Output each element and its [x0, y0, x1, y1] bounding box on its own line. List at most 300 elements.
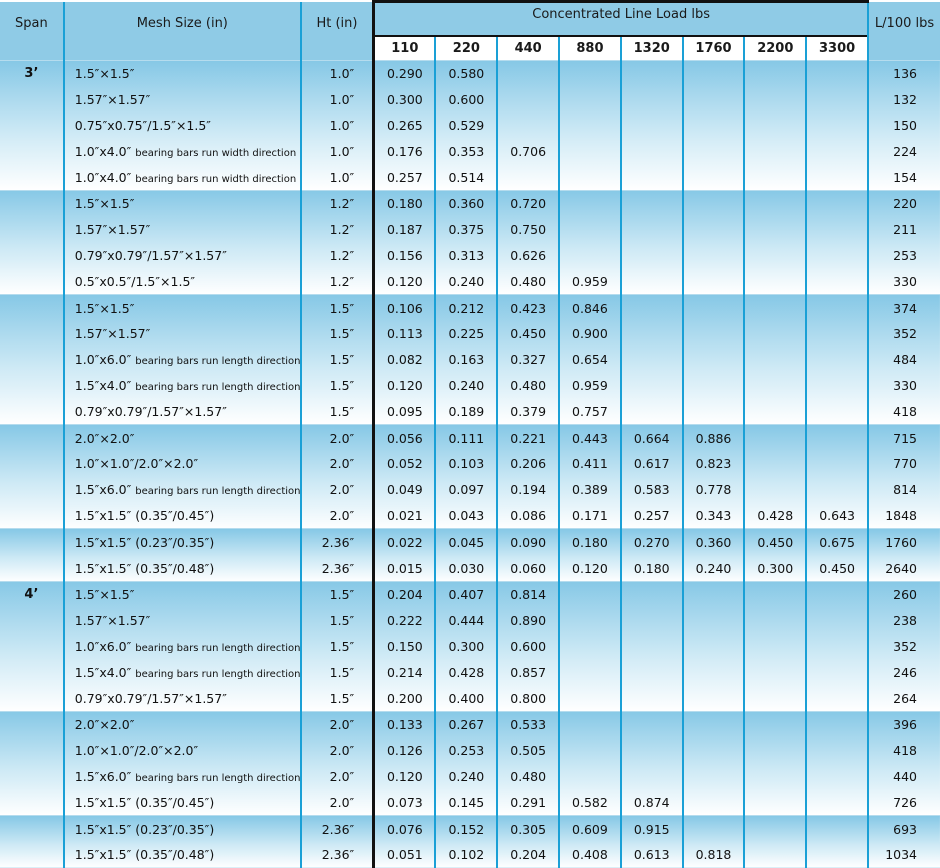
- span-cell: [0, 711, 64, 737]
- load-value-cell: [683, 164, 745, 190]
- table-row: [0, 451, 940, 477]
- table-row: [0, 738, 940, 764]
- table-row: [0, 138, 940, 164]
- load-value-cell: 0.120: [374, 764, 436, 790]
- load-value-cell: 0.103: [435, 451, 497, 477]
- load-value-cell: 0.097: [435, 477, 497, 503]
- load-value-cell: 0.189: [435, 398, 497, 424]
- load-value-cell: 0.082: [374, 347, 436, 373]
- load-value-cell: [744, 425, 806, 451]
- height-cell: 2.0″: [301, 477, 374, 503]
- mesh-size-cell: [64, 659, 301, 685]
- header-l100: L/100 lbs: [868, 2, 940, 61]
- load-value-cell: 0.145: [435, 789, 497, 815]
- load-value-cell: [806, 321, 868, 347]
- load-value-cell: [683, 608, 745, 634]
- span-cell: [0, 113, 64, 139]
- load-value-cell: [806, 738, 868, 764]
- span-cell: [0, 138, 64, 164]
- span-cell: [0, 816, 64, 842]
- load-value-cell: [621, 295, 683, 321]
- table-row: [0, 373, 940, 399]
- mesh-size-value: 0.5″x0.5″/1.5″×1.5″: [74, 273, 196, 289]
- mesh-size-cell: [64, 451, 301, 477]
- height-cell: 2.36″: [301, 555, 374, 581]
- load-value-cell: [806, 190, 868, 216]
- load-value-cell: 0.428: [744, 503, 806, 529]
- table-row: [0, 268, 940, 294]
- load-value-cell: [744, 347, 806, 373]
- load-value-cell: [621, 321, 683, 347]
- load-value-cell: [621, 190, 683, 216]
- mesh-size-value: 0.75″x0.75″/1.5″×1.5″: [74, 117, 211, 133]
- load-value-cell: 0.675: [806, 529, 868, 555]
- load-value-cell: 0.408: [559, 842, 621, 868]
- bearing-bar-note: bearing bars run length direction: [135, 356, 301, 368]
- span-cell: [0, 268, 64, 294]
- load-value-cell: 0.222: [374, 608, 436, 634]
- row-group: [0, 711, 940, 815]
- mesh-size-cell: [64, 608, 301, 634]
- load-value-cell: 0.643: [806, 503, 868, 529]
- load-value-cell: [683, 816, 745, 842]
- load-value-cell: 0.240: [435, 268, 497, 294]
- load-value-cell: 0.874: [621, 789, 683, 815]
- height-cell: 1.5″: [301, 581, 374, 607]
- span-cell: [0, 87, 64, 113]
- header-load-880: 880: [559, 36, 621, 61]
- load-value-cell: 0.156: [374, 243, 436, 269]
- l100-cell: 150: [868, 113, 940, 139]
- height-cell: 1.0″: [301, 87, 374, 113]
- mesh-size-value: 1.5″×1.5″: [74, 66, 135, 82]
- l100-cell: 352: [868, 634, 940, 660]
- height-cell: 1.5″: [301, 295, 374, 321]
- height-cell: 2.36″: [301, 816, 374, 842]
- mesh-size-cell: [64, 685, 301, 711]
- table-row: [0, 789, 940, 815]
- load-value-cell: [559, 764, 621, 790]
- load-value-cell: 0.428: [435, 659, 497, 685]
- load-value-cell: [683, 138, 745, 164]
- load-value-cell: [621, 268, 683, 294]
- load-value-cell: 0.049: [374, 477, 436, 503]
- table-row: [0, 608, 940, 634]
- mesh-size-cell: [64, 190, 301, 216]
- load-value-cell: 0.052: [374, 451, 436, 477]
- load-value-cell: 0.120: [374, 373, 436, 399]
- load-value-cell: [559, 659, 621, 685]
- span-cell: [0, 321, 64, 347]
- height-cell: 1.2″: [301, 243, 374, 269]
- load-value-cell: [806, 217, 868, 243]
- load-value-cell: 0.778: [683, 477, 745, 503]
- load-value-cell: [744, 295, 806, 321]
- load-value-cell: 0.030: [435, 555, 497, 581]
- table-row: [0, 711, 940, 737]
- load-value-cell: 0.305: [497, 816, 559, 842]
- header-load-2200: 2200: [744, 36, 806, 61]
- load-value-cell: [621, 61, 683, 87]
- span-cell: [0, 477, 64, 503]
- mesh-size-value: 1.5″×1.5″: [74, 196, 135, 212]
- l100-cell: 440: [868, 764, 940, 790]
- mesh-size-value: 1.57″×1.57″: [74, 92, 151, 108]
- load-value-cell: [683, 190, 745, 216]
- load-value-cell: 0.022: [374, 529, 436, 555]
- row-group: [0, 190, 940, 294]
- mesh-size-cell: [64, 164, 301, 190]
- load-value-cell: 0.443: [559, 425, 621, 451]
- l100-cell: 715: [868, 425, 940, 451]
- load-value-cell: 0.240: [435, 764, 497, 790]
- load-value-cell: [744, 685, 806, 711]
- load-value-cell: [559, 581, 621, 607]
- load-value-cell: [621, 581, 683, 607]
- height-cell: 2.36″: [301, 842, 374, 868]
- load-value-cell: 0.056: [374, 425, 436, 451]
- load-value-cell: 0.051: [374, 842, 436, 868]
- load-value-cell: [621, 685, 683, 711]
- load-value-cell: 0.343: [683, 503, 745, 529]
- load-value-cell: [683, 738, 745, 764]
- load-value-cell: 0.133: [374, 711, 436, 737]
- mesh-size-value: 1.5″x1.5″ (0.23″/0.35″): [74, 534, 215, 550]
- load-value-cell: [683, 581, 745, 607]
- mesh-size-cell: [64, 268, 301, 294]
- load-value-cell: [621, 738, 683, 764]
- table-row: [0, 295, 940, 321]
- l100-cell: 220: [868, 190, 940, 216]
- mesh-size-cell: [64, 295, 301, 321]
- load-value-cell: 0.959: [559, 373, 621, 399]
- load-value-cell: 0.505: [497, 738, 559, 764]
- load-value-cell: 0.300: [744, 555, 806, 581]
- mesh-size-cell: [64, 113, 301, 139]
- bearing-bar-note: bearing bars run length direction: [135, 772, 301, 784]
- mesh-size-cell: [64, 321, 301, 347]
- load-value-cell: [806, 477, 868, 503]
- load-value-cell: 0.613: [621, 842, 683, 868]
- load-value-cell: 0.095: [374, 398, 436, 424]
- load-value-cell: 0.126: [374, 738, 436, 764]
- load-value-cell: [621, 659, 683, 685]
- load-value-cell: [683, 789, 745, 815]
- load-value-cell: 0.045: [435, 529, 497, 555]
- load-value-cell: 0.664: [621, 425, 683, 451]
- l100-cell: 154: [868, 164, 940, 190]
- load-value-cell: 0.818: [683, 842, 745, 868]
- load-value-cell: 0.221: [497, 425, 559, 451]
- load-value-cell: 0.206: [497, 451, 559, 477]
- load-value-cell: [559, 113, 621, 139]
- mesh-size-value: 1.5″x1.5″ (0.35″/0.45″): [74, 794, 215, 810]
- load-value-cell: 0.450: [806, 555, 868, 581]
- load-value-cell: 0.375: [435, 217, 497, 243]
- mesh-size-value: 1.57″×1.57″: [74, 222, 151, 238]
- load-value-cell: 0.043: [435, 503, 497, 529]
- row-group: [0, 295, 940, 425]
- load-value-cell: 0.529: [435, 113, 497, 139]
- load-value-cell: 0.720: [497, 190, 559, 216]
- load-value-cell: [806, 816, 868, 842]
- mesh-size-value: 1.0″x4.0″: [74, 143, 132, 159]
- load-value-cell: 0.313: [435, 243, 497, 269]
- load-value-cell: [744, 373, 806, 399]
- height-cell: 1.5″: [301, 659, 374, 685]
- load-value-cell: 0.204: [374, 581, 436, 607]
- load-value-cell: 0.152: [435, 816, 497, 842]
- mesh-size-value: 1.57″×1.57″: [74, 613, 151, 629]
- height-cell: 2.0″: [301, 451, 374, 477]
- load-value-cell: [744, 217, 806, 243]
- load-value-cell: 0.480: [497, 764, 559, 790]
- load-value-cell: [806, 373, 868, 399]
- load-value-cell: [744, 608, 806, 634]
- header-concentrated-line-load: Concentrated Line Load lbs: [374, 2, 868, 37]
- load-value-cell: 0.450: [497, 321, 559, 347]
- load-value-cell: [621, 138, 683, 164]
- load-value-cell: [559, 138, 621, 164]
- load-value-cell: [683, 347, 745, 373]
- load-value-cell: [744, 789, 806, 815]
- mesh-size-value: 1.0″x6.0″: [74, 352, 132, 368]
- mesh-size-cell: [64, 738, 301, 764]
- load-value-cell: 0.180: [559, 529, 621, 555]
- height-cell: 1.2″: [301, 268, 374, 294]
- mesh-size-cell: [64, 816, 301, 842]
- l100-cell: 770: [868, 451, 940, 477]
- load-value-cell: 0.444: [435, 608, 497, 634]
- height-cell: 1.5″: [301, 685, 374, 711]
- l100-cell: 352: [868, 321, 940, 347]
- mesh-size-cell: [64, 764, 301, 790]
- load-value-cell: [621, 373, 683, 399]
- load-value-cell: 0.176: [374, 138, 436, 164]
- load-value-cell: [806, 685, 868, 711]
- header-load-220: 220: [435, 36, 497, 61]
- mesh-size-value: 1.5″x1.5″ (0.35″/0.48″): [74, 847, 215, 863]
- table-row: [0, 217, 940, 243]
- load-value-cell: 0.890: [497, 608, 559, 634]
- load-value-cell: [806, 451, 868, 477]
- l100-cell: 260: [868, 581, 940, 607]
- header-load-1320: 1320: [621, 36, 683, 61]
- mesh-size-value: 1.5″x1.5″ (0.35″/0.45″): [74, 507, 215, 523]
- bearing-bar-note: bearing bars run width direction: [135, 147, 297, 159]
- load-value-cell: [683, 321, 745, 347]
- load-value-cell: 0.617: [621, 451, 683, 477]
- load-value-cell: [683, 243, 745, 269]
- height-cell: 2.0″: [301, 764, 374, 790]
- l100-cell: 330: [868, 268, 940, 294]
- load-value-cell: [559, 164, 621, 190]
- load-value-cell: [806, 61, 868, 87]
- load-value-cell: 0.290: [374, 61, 436, 87]
- table-row: [0, 190, 940, 216]
- load-value-cell: [621, 243, 683, 269]
- load-value-cell: 0.086: [497, 503, 559, 529]
- load-value-cell: [683, 685, 745, 711]
- height-cell: 2.0″: [301, 711, 374, 737]
- mesh-size-cell: [64, 373, 301, 399]
- mesh-size-value: 0.79″x0.79″/1.57″×1.57″: [74, 403, 227, 419]
- load-value-cell: 0.814: [497, 581, 559, 607]
- load-value-cell: 0.120: [559, 555, 621, 581]
- load-value-cell: [559, 634, 621, 660]
- load-value-cell: [683, 87, 745, 113]
- mesh-size-value: 1.0″x4.0″: [74, 169, 132, 185]
- span-cell: [0, 398, 64, 424]
- load-value-cell: 0.915: [621, 816, 683, 842]
- load-value-cell: 0.706: [497, 138, 559, 164]
- l100-cell: 1034: [868, 842, 940, 868]
- height-cell: 1.5″: [301, 634, 374, 660]
- load-value-cell: 0.300: [374, 87, 436, 113]
- load-value-cell: [806, 764, 868, 790]
- height-cell: 2.0″: [301, 738, 374, 764]
- load-value-cell: [806, 711, 868, 737]
- load-value-cell: [683, 61, 745, 87]
- load-value-cell: 0.407: [435, 581, 497, 607]
- table-row: [0, 555, 940, 581]
- l100-cell: 726: [868, 789, 940, 815]
- mesh-size-value: 1.5″x1.5″ (0.23″/0.35″): [74, 821, 215, 837]
- load-value-cell: 0.600: [497, 634, 559, 660]
- load-value-cell: [744, 138, 806, 164]
- mesh-size-cell: [64, 503, 301, 529]
- load-value-cell: 0.253: [435, 738, 497, 764]
- load-value-cell: 0.163: [435, 347, 497, 373]
- load-value-cell: 0.021: [374, 503, 436, 529]
- load-value-cell: 0.180: [374, 190, 436, 216]
- span-cell: [0, 451, 64, 477]
- load-value-cell: [621, 347, 683, 373]
- table-header: [0, 2, 940, 61]
- load-value-cell: [559, 243, 621, 269]
- mesh-size-cell: [64, 529, 301, 555]
- l100-cell: 238: [868, 608, 940, 634]
- load-value-cell: [806, 347, 868, 373]
- load-value-cell: [497, 61, 559, 87]
- load-value-cell: [744, 842, 806, 868]
- mesh-size-cell: [64, 398, 301, 424]
- load-value-cell: [497, 87, 559, 113]
- height-cell: 1.5″: [301, 373, 374, 399]
- load-value-cell: [744, 61, 806, 87]
- mesh-size-value: 2.0″×2.0″: [74, 717, 135, 733]
- height-cell: 1.2″: [301, 190, 374, 216]
- l100-cell: 418: [868, 398, 940, 424]
- mesh-size-cell: [64, 347, 301, 373]
- l100-cell: 330: [868, 373, 940, 399]
- load-value-cell: 0.353: [435, 138, 497, 164]
- header-mesh-size: Mesh Size (in): [64, 2, 301, 61]
- load-value-cell: [744, 816, 806, 842]
- load-value-cell: [621, 608, 683, 634]
- mesh-size-cell: [64, 425, 301, 451]
- load-value-cell: 0.900: [559, 321, 621, 347]
- load-value-cell: [806, 295, 868, 321]
- load-value-cell: [559, 61, 621, 87]
- load-value-cell: [744, 711, 806, 737]
- load-value-cell: 0.187: [374, 217, 436, 243]
- mesh-size-value: 1.5″x1.5″ (0.35″/0.48″): [74, 560, 215, 576]
- mesh-size-cell: [64, 138, 301, 164]
- span-cell: [0, 555, 64, 581]
- table-row: [0, 659, 940, 685]
- l100-cell: 224: [868, 138, 940, 164]
- load-value-cell: 0.270: [621, 529, 683, 555]
- table-row: [0, 347, 940, 373]
- row-group: [0, 581, 940, 711]
- span-cell: [0, 608, 64, 634]
- load-value-cell: 0.480: [497, 268, 559, 294]
- l100-cell: 693: [868, 816, 940, 842]
- l100-cell: 132: [868, 87, 940, 113]
- load-value-cell: 0.582: [559, 789, 621, 815]
- load-value-cell: [683, 634, 745, 660]
- row-group: [0, 425, 940, 529]
- load-value-cell: [744, 321, 806, 347]
- mesh-size-value: 1.5″x6.0″: [74, 768, 132, 784]
- load-value-cell: [806, 425, 868, 451]
- load-value-cell: [621, 764, 683, 790]
- load-value-cell: [806, 87, 868, 113]
- header-load-110: 110: [374, 36, 436, 61]
- load-value-cell: 0.580: [435, 61, 497, 87]
- l100-cell: 253: [868, 243, 940, 269]
- span-cell: 4’: [0, 581, 64, 607]
- mesh-size-value: 1.0″x6.0″: [74, 638, 132, 654]
- mesh-size-cell: [64, 243, 301, 269]
- load-value-cell: [621, 87, 683, 113]
- bearing-bar-note: bearing bars run width direction: [135, 173, 297, 185]
- table-row: [0, 581, 940, 607]
- load-value-cell: 0.300: [435, 634, 497, 660]
- load-value-cell: [744, 87, 806, 113]
- load-value-cell: [683, 295, 745, 321]
- mesh-size-value: 0.79″x0.79″/1.57″×1.57″: [74, 247, 227, 263]
- l100-cell: 246: [868, 659, 940, 685]
- l100-cell: 136: [868, 61, 940, 87]
- load-value-cell: [621, 217, 683, 243]
- load-value-cell: 0.267: [435, 711, 497, 737]
- load-value-cell: [806, 842, 868, 868]
- span-cell: [0, 764, 64, 790]
- load-value-cell: 0.514: [435, 164, 497, 190]
- span-cell: [0, 373, 64, 399]
- mesh-size-value: 1.5″x6.0″: [74, 482, 132, 498]
- load-value-cell: [806, 268, 868, 294]
- load-value-cell: 0.327: [497, 347, 559, 373]
- load-value-cell: 0.204: [497, 842, 559, 868]
- table-row: [0, 477, 940, 503]
- load-value-cell: 0.102: [435, 842, 497, 868]
- height-cell: 2.0″: [301, 425, 374, 451]
- mesh-size-cell: [64, 217, 301, 243]
- load-value-cell: 0.171: [559, 503, 621, 529]
- load-value-cell: [559, 711, 621, 737]
- table-row: [0, 685, 940, 711]
- height-cell: 1.0″: [301, 61, 374, 87]
- l100-cell: 264: [868, 685, 940, 711]
- load-value-cell: 0.583: [621, 477, 683, 503]
- row-group: [0, 61, 940, 191]
- load-value-cell: [497, 164, 559, 190]
- load-value-cell: [806, 164, 868, 190]
- l100-cell: 484: [868, 347, 940, 373]
